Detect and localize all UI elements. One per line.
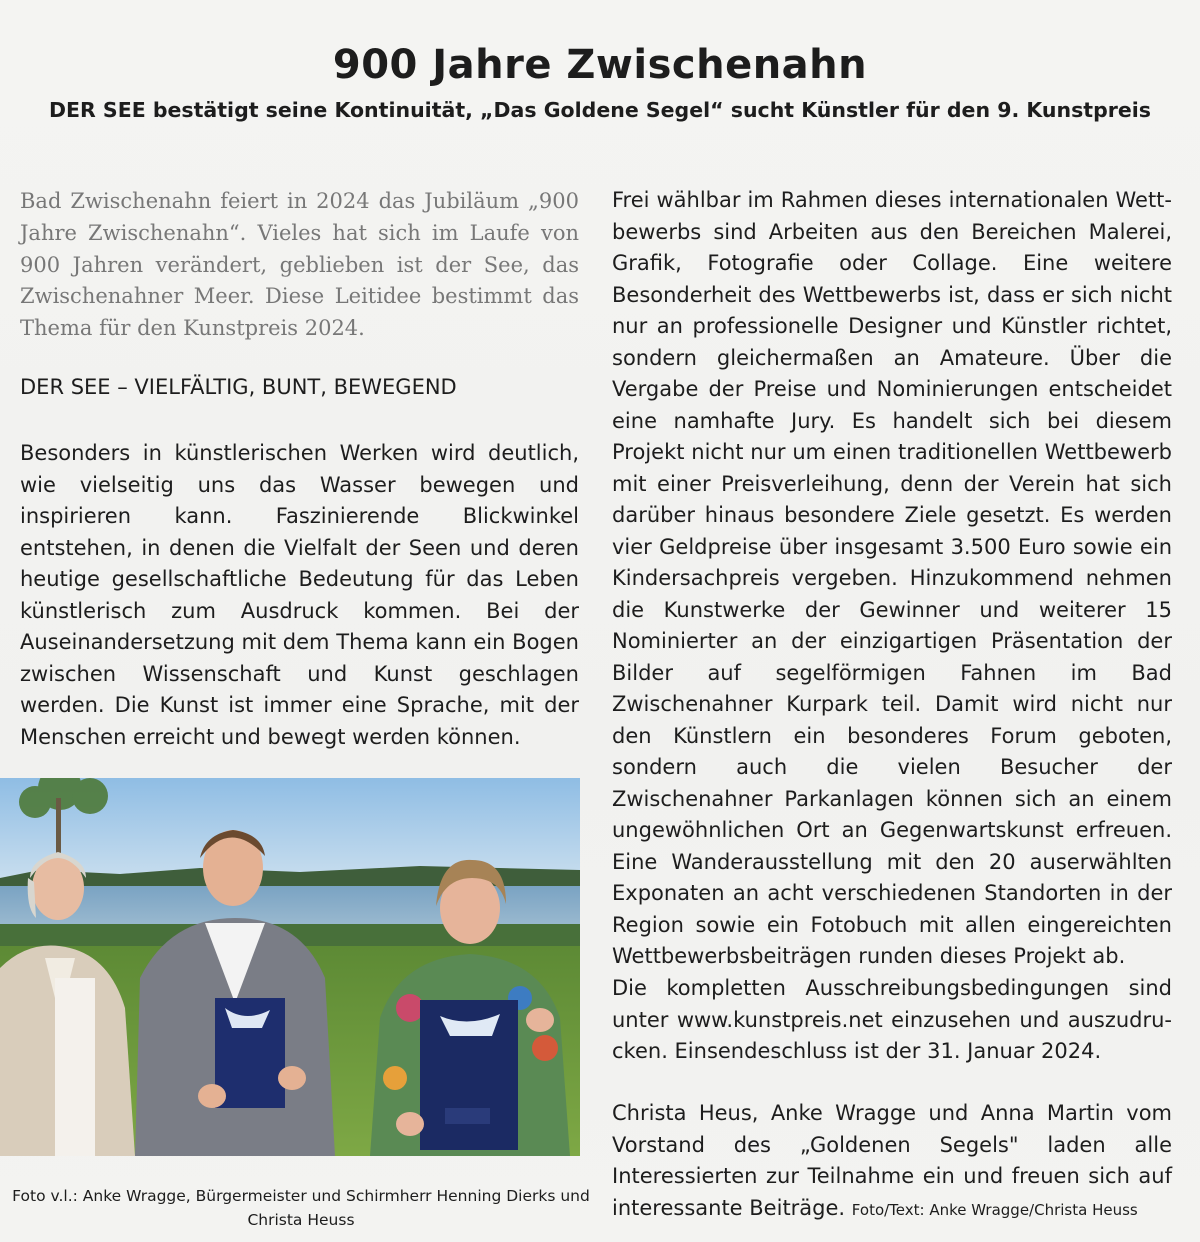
right-body-paragraph-1: Frei wählbar im Rahmen dieses internationalen Wettbewerbs sind Arbeiten aus den Bereichen Malerei, Grafik, Fotografie oder Collage. Eine weitere Besonderheit des Wettbewerbs ist, dass er sich nicht nur an professionelle Designer und Künstler richtet, sondern gleichermaßen an Amateure. Über die Vergabe der Preise und Nominierungen entscheidet eine namhafte Jury. Es handelt sich bei diesem Projekt nicht nur um einen traditionellen Wettbewerb mit einer Preisverleihung, denn der Verein hat sich darüber hinaus besondere Ziele gesetzt. Es werden vier Geldpreise über insgesamt 3.500 Euro sowie ein Kindersachpreis vergeben. Hinzukommend nehmen die Kunstwerke der Gewinner und weiterer 15 Nominierter an der einzigartigen Präsentation der Bilder auf segelförmigen Fahnen im Bad Zwischenahner Kurpark teil. Damit wird nicht nur den Künstlern ein besonderes Forum geboten, sondern auch die vielen Besucher der Zwischenahner Parkanlagen können sich an einem ungewöhnlichen Ort an Gegenwartskunst erfreuen. Eine Wanderausstellung mit den 20 auserwählten Exponaten an acht verschiedenen Standorten in der Region sowie ein Fotobuch mit allen eingereichten Wettbewerbsbeiträgen runden dieses Projekt ab. (612, 188, 1172, 968)
right-body-paragraph-2: Die kompletten Ausschreibungsbedingungen sind unter www.kunstpreis.net einzusehen und auszudrucken. Einsendeschluss ist der 31. Januar 2024. (612, 976, 1172, 1063)
photo-text-credit: Foto/Text: Anke Wragge/Christa Heuss (851, 1200, 1138, 1219)
right-body-paragraph-3 (612, 1098, 1172, 1226)
section-heading: DER SEE – VIELFÄLTIG, BUNT, BEWEGEND (20, 375, 457, 399)
group-photo (0, 778, 580, 1156)
photo-caption: Foto v.l.: Anke Wragge, Bürgermeister und Schirmherr Henning Dierks und Christa Heuss (12, 1187, 590, 1229)
article-title: 900 Jahre Zwischenahn (332, 42, 868, 88)
left-body-paragraph: Besonders in künstlerischen Werken wird deutlich, wie vielseitig uns das Wasser bewegen und inspirieren kann. Faszinierende Blickwinkel entstehen, in denen die Vielfalt der Seen und deren heutige gesellschaftliche Bedeutung für das Leben künstlerisch zum Ausdruck kommen. Bei der Auseinandersetzung mit dem Thema kann ein Bogen zwischen Wissenschaft und Kunst geschlagen werden. Die Kunst ist immer eine Sprache, mit der Menschen erreicht und bewegt werden können. (20, 441, 579, 749)
closing-text: Christa Heus, Anke Wragge und Anna Martin vom Vorstand des „Goldenen Segels" laden alle Interessierten zur Teilnahme ein und freuen sich auf interessante Beiträge. (612, 1101, 1172, 1220)
intro-paragraph: Bad Zwischenahn feiert in 2024 das Jubiläum „900 Jahre Zwischenahn“. Vieles hat sich im Laufe von 900 Jahren verändert, geblieben ist der See, das Zwischenahner Meer. Diese Leitidee bestimmt das Thema für den Kunstpreis 2024. (20, 189, 579, 341)
article-subtitle: DER SEE bestätigt seine Kontinuität, „Das Goldene Segel“ sucht Künstler für den 9. Kunstpreis (48, 98, 1152, 122)
